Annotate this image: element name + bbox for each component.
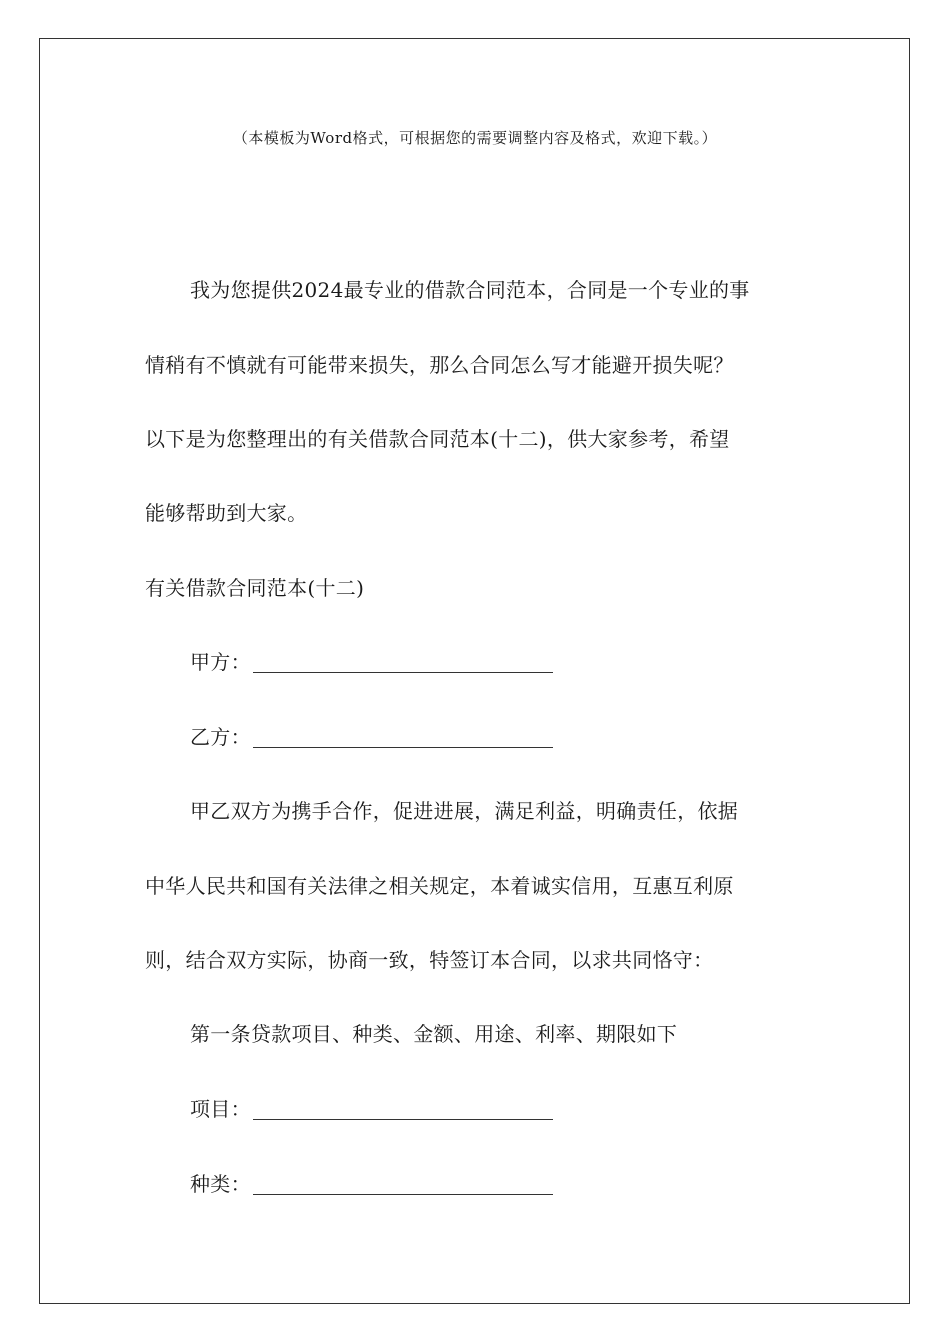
preamble-line-1: 甲乙双方为携手合作，促进进展，满足利益，明确责任，依据: [190, 799, 739, 823]
item-label: 项目：: [190, 1097, 251, 1121]
type-row: [190, 1169, 553, 1199]
party-b-blank: [253, 725, 553, 748]
article-1-heading: 第一条贷款项目、种类、金额、用途、利率、期限如下: [190, 1022, 678, 1046]
intro-line-1: 我为您提供2024最专业的借款合同范本，合同是一个专业的事: [190, 278, 750, 302]
intro-line-2: 情稍有不慎就有可能带来损失，那么合同怎么写才能避开损失呢？: [145, 353, 734, 377]
intro-line-4: 能够帮助到大家。: [145, 501, 308, 525]
party-a-label: 甲方：: [190, 650, 251, 674]
party-b-label: 乙方：: [190, 725, 251, 749]
preamble-line-3: 则，结合双方实际，协商一致，特签订本合同，以求共同恪守：: [145, 948, 714, 972]
preamble-line-2: 中华人民共和国有关法律之相关规定，本着诚实信用，互惠互利原: [145, 874, 734, 898]
intro-line-3: 以下是为您整理出的有关借款合同范本(十二)，供大家参考，希望: [145, 427, 730, 451]
template-note: （本模板为Word格式，可根据您的需要调整内容及格式，欢迎下载。）: [232, 129, 718, 147]
item-row: [190, 1094, 553, 1124]
item-blank: [253, 1097, 553, 1120]
party-b-row: [190, 722, 553, 752]
type-label: 种类：: [190, 1172, 251, 1196]
party-a-row: [190, 647, 553, 677]
type-blank: [253, 1172, 553, 1195]
party-a-blank: [253, 650, 553, 673]
contract-title: 有关借款合同范本(十二): [145, 576, 365, 600]
